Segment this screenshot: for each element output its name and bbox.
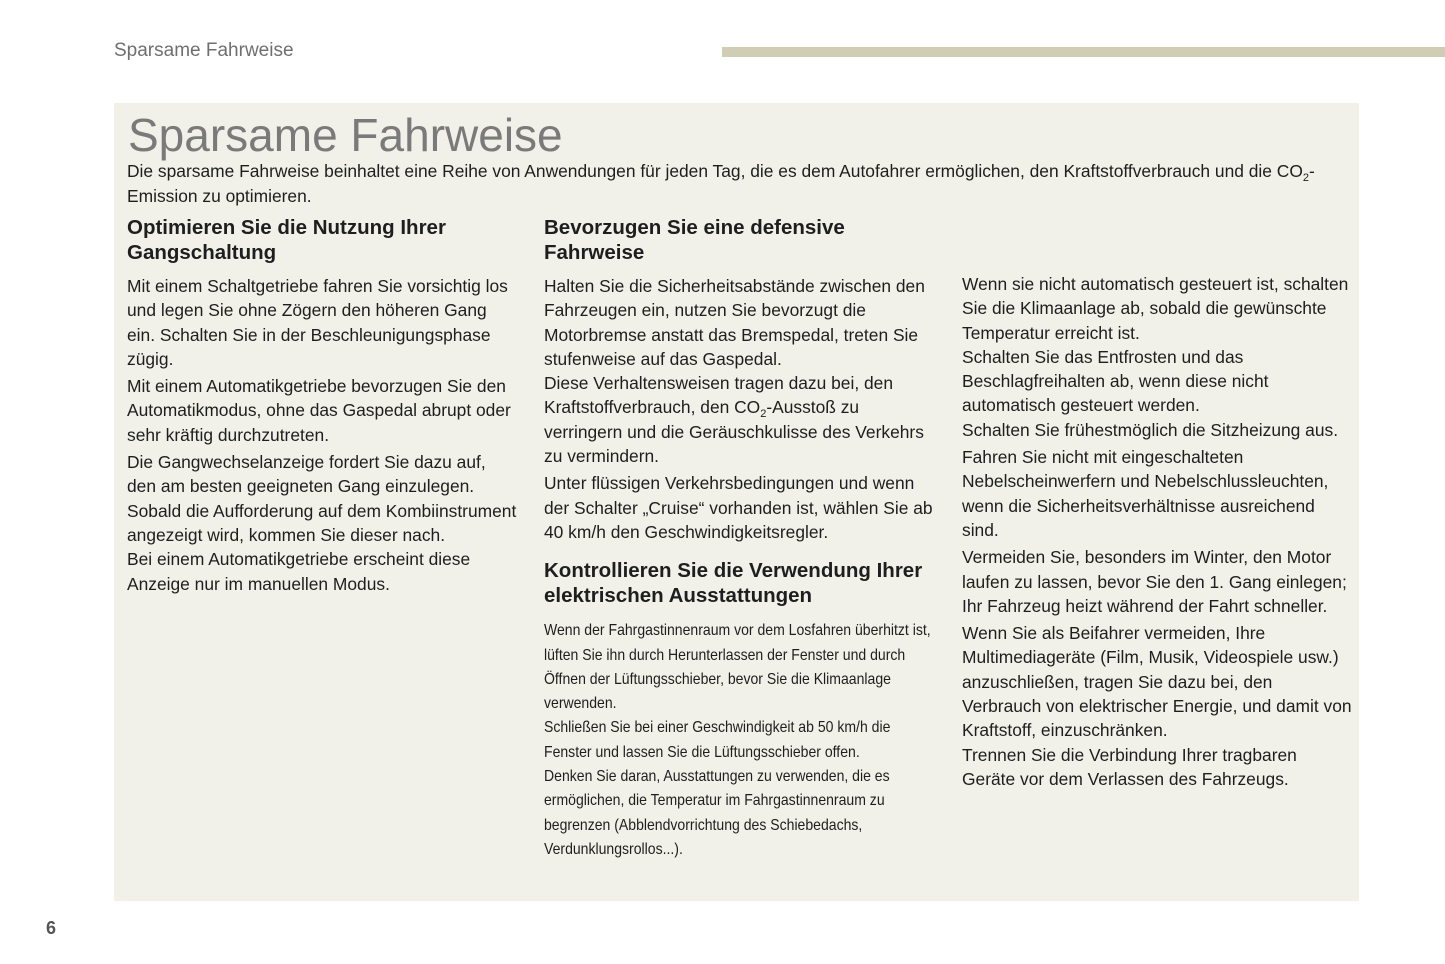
page-number: 6 bbox=[46, 918, 57, 938]
heading-defensive-driving: Bevorzugen Sie eine defensive Fahrweise bbox=[544, 216, 845, 264]
heading-electrical-equipment: Kontrollieren Sie die Verwendung Ihrer elektrischen Ausstattungen bbox=[544, 559, 923, 607]
paragraph-safety-distance: Halten Sie die Sicherheitsabstände zwischen den Fahrzeugen ein, nutzen Sie bevorzugt die Motorbremse anstatt das Bremspedal, treten Sie stufenweise auf das Gaspedal. bbox=[544, 276, 925, 369]
paragraph-defrost: Schalten Sie das Entfrosten und das Beschlagfreihalten ab, wenn diese nicht automatisch gesteuert werden. bbox=[962, 346, 1269, 416]
intro-subscript: 2 bbox=[1302, 172, 1309, 184]
paragraph-engine-warmup: Vermeiden Sie, besonders im Winter, den Motor laufen zu lassen, bevor Sie den 1. Gang einlegen; Ihr Fahrzeug heizt während der Fahrt schneller. bbox=[962, 547, 1347, 616]
intro-text-start: Die sparsame Fahrweise beinhaltet eine Reihe von Anwendungen für jeden Tag, die es dem Autofahrer ermöglichen, den Kraftstoffverbrauch und die CO bbox=[127, 161, 1303, 181]
paragraph-sun-protection: Denken Sie daran, Ausstattungen zu verwenden, die es ermöglichen, die Temperatur im Fahrgastinnenraum zu begrenzen (Abblendvorrichtung des Schiebedachs, Verdunklungsrollos...). bbox=[544, 768, 890, 858]
heading-gearshift: Optimieren Sie die Nutzung Ihrer Gangschaltung bbox=[127, 216, 446, 264]
emissions-text-start: Diese Verhaltensweisen tragen dazu bei, den Kraftstoffverbrauch, den CO bbox=[544, 373, 894, 418]
paragraph-air-conditioning: Wenn sie nicht automatisch gesteuert ist, schalten Sie die Klimaanlage ab, sobald die gewünschte Temperatur erreicht ist. bbox=[962, 274, 1349, 343]
paragraph-seat-heating: Schalten Sie frühestmöglich die Sitzheizung aus. bbox=[962, 419, 1339, 440]
column-gearshift bbox=[127, 216, 517, 596]
paragraph-portable-devices: Trennen Sie die Verbindung Ihrer tragbaren Geräte vor dem Verlassen des Fahrzeugs. bbox=[962, 744, 1297, 789]
paragraph-fog-lights: Fahren Sie nicht mit eingeschalteten Nebelscheinwerfern und Nebelschlussleuchten, wenn die Sicherheitsverhältnisse ausreichend sind. bbox=[962, 447, 1329, 540]
paragraph-automatic-gearbox: Mit einem Automatikgetriebe bevorzugen Sie den Automatikmodus, ohne das Gaspedal abrupt oder sehr kräftig durchzutreten. bbox=[127, 376, 511, 445]
paragraph-gear-indicator: Die Gangwechselanzeige fordert Sie dazu auf, den am besten geeigneten Gang einzulegen. Sobald die Aufforderung auf dem Kombiinstrument angezeigt wird, kommen Sie dieser nach. bbox=[127, 452, 517, 545]
paragraph-manual-gearbox: Mit einem Schaltgetriebe fahren Sie vorsichtig los und legen Sie ohne Zögern den höheren Gang ein. Schalten Sie in der Beschleunigungsphase zügig. bbox=[127, 276, 508, 369]
paragraph-multimedia: Wenn Sie als Beifahrer vermeiden, Ihre Multimediageräte (Film, Musik, Videospiele usw.) anzuschließen, tragen Sie dazu bei, den Verbrauch von elektrischer Energie, und damit von Kraftstoff, einzuschränken. bbox=[962, 623, 1352, 741]
paragraph-emissions bbox=[544, 371, 939, 468]
paragraph-manual-mode: Bei einem Automatikgetriebe erscheint diese Anzeige nur im manuellen Modus. bbox=[127, 549, 471, 594]
intro-paragraph bbox=[127, 159, 1327, 208]
running-header: Sparsame Fahrweise bbox=[114, 40, 294, 61]
emissions-subscript: 2 bbox=[760, 408, 767, 421]
paragraph-windows: Schließen Sie bei einer Geschwindigkeit ab 50 km/h die Fenster und lassen Sie die Lüftungsschieber offen. bbox=[544, 719, 891, 761]
paragraph-ventilation: Wenn der Fahrgastinnenraum vor dem Losfahren überhitzt ist, lüften Sie ihn durch Herunterlassen der Fenster und durch Öffnen der Lüftungsschieber, bevor Sie die Klimaanlage verwenden. bbox=[544, 622, 931, 713]
paragraph-cruise-control: Unter flüssigen Verkehrsbedingungen und wenn der Schalter „Cruise“ vorhanden ist, wählen Sie ab 40 km/h den Geschwindigkeitsregler. bbox=[544, 473, 933, 542]
intro-text-end: -Emission zu optimieren. bbox=[127, 161, 1315, 206]
content-panel bbox=[114, 103, 1359, 901]
page-title: Sparsame Fahrweise bbox=[128, 109, 563, 161]
column-defensive-driving bbox=[544, 216, 939, 862]
emissions-text-end: -Ausstoß zu verringern und die Geräuschkulisse des Verkehrs zu vermindern. bbox=[544, 397, 924, 467]
column-climate-tips bbox=[962, 272, 1352, 791]
header-decorative-bar bbox=[722, 47, 1445, 57]
